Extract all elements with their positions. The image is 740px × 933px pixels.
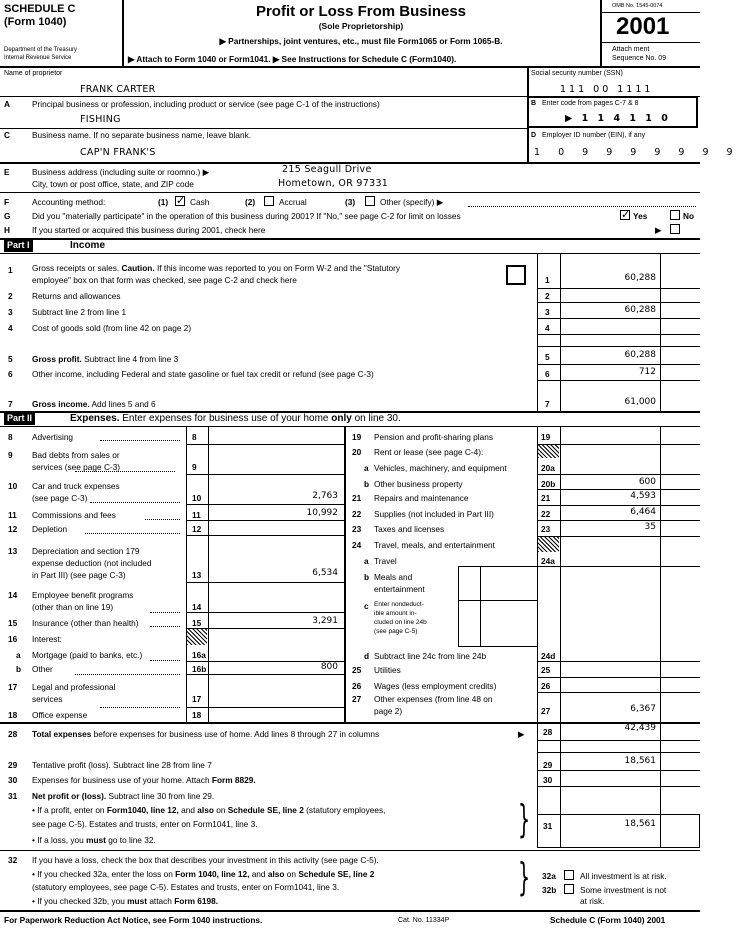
expense-amount-10[interactable]: 2,763 xyxy=(312,491,338,501)
irs-name: Internal Revenue Service xyxy=(4,55,72,61)
expense-line-number: 16 xyxy=(8,634,18,644)
expense-line-label: Other business property xyxy=(374,479,463,489)
line-28-number: 28 xyxy=(8,729,18,739)
expense-box-19: 19 xyxy=(541,432,551,442)
row-divider xyxy=(186,444,344,445)
row-divider xyxy=(186,628,344,629)
line-30-number: 30 xyxy=(8,775,18,785)
line-3-amount[interactable]: 60,288 xyxy=(624,305,656,315)
dot-leader xyxy=(150,626,180,627)
some-not-at-risk-label: Some investment is not xyxy=(580,885,667,895)
tax-year: 2001 xyxy=(616,13,670,40)
part-2-title-end: on line 30. xyxy=(354,413,401,424)
l32-b1c: and xyxy=(251,869,266,879)
proprietor-name[interactable]: FRANK CARTER xyxy=(80,84,156,95)
expense-line-number: 13 xyxy=(8,546,18,556)
yes-label: Yes xyxy=(633,211,648,221)
line-1-number: 1 xyxy=(8,265,13,275)
row-divider xyxy=(537,474,700,475)
row-divider xyxy=(537,661,700,662)
expense-line-label-2: page 2) xyxy=(374,706,403,716)
expense-line-label-2: services (see page C-3) xyxy=(32,462,121,472)
expense-box-24d: 24d xyxy=(541,651,556,661)
expense-line-label-4: (see page C-5) xyxy=(374,628,418,635)
form-title: Profit or Loss From Business xyxy=(255,3,467,20)
expense-line-label-3: in Part III) (see page C-3) xyxy=(32,570,126,580)
business-address[interactable]: 215 Seagull Drive xyxy=(282,164,372,175)
line-5-text xyxy=(32,355,178,363)
expense-box-14: 14 xyxy=(192,602,202,612)
expense-line-number: 25 xyxy=(352,665,362,675)
line-7-box: 7 xyxy=(545,399,550,409)
line-32a-label: 32a xyxy=(542,871,556,881)
dot-leader xyxy=(90,502,180,503)
row-divider xyxy=(537,505,700,506)
expense-line-label: Vehicles, machinery, and equipment xyxy=(374,463,507,473)
row-divider xyxy=(186,612,344,613)
row-divider xyxy=(186,674,344,675)
accrual-option-number: (2) xyxy=(245,197,256,207)
line-30-text xyxy=(32,776,256,784)
line-32-text: If you have a loss, check the box that describes your investment in this activity (see page C-5). xyxy=(32,855,379,865)
row-divider xyxy=(537,520,700,521)
dot-leader xyxy=(150,612,180,613)
row-divider xyxy=(186,474,344,475)
line-31-bullet-2 xyxy=(32,836,156,844)
expense-line-number: 14 xyxy=(8,590,18,600)
line-6-text: Other income, including Federal and state gasoline or fuel tax credit or refund (see page C-3) xyxy=(32,369,374,379)
row-divider xyxy=(186,582,344,583)
line-29-text: Tentative profit (loss). Subtract line 28 from line 7 xyxy=(32,760,212,770)
ssn-label: Social security number (SSN) xyxy=(531,70,623,77)
expense-line-label: Supplies (not included in Part III) xyxy=(374,509,494,519)
expense-amount-15[interactable]: 3,291 xyxy=(312,616,338,626)
l32-b2b: must xyxy=(127,896,147,906)
expense-line-number: b xyxy=(364,479,370,489)
line-28-bold: Total expenses xyxy=(32,729,92,739)
part-2-title xyxy=(70,414,401,424)
expense-line-label: Wages (less employment credits) xyxy=(374,681,497,691)
expense-line-label: Legal and professional xyxy=(32,682,116,692)
expense-line-label: Depletion xyxy=(32,524,68,534)
gross-income-amount[interactable]: 61,000 xyxy=(624,397,656,407)
line-7-label: Add lines 5 and 6 xyxy=(91,399,156,409)
accrual-checkbox[interactable] xyxy=(264,196,274,206)
footer-notice: For Paperwork Reduction Act Notice, see Form 1040 instructions. xyxy=(4,915,263,925)
line-3-box: 3 xyxy=(545,307,550,317)
expense-line-number: 18 xyxy=(8,710,18,720)
accrual-label: Accrual xyxy=(279,197,307,207)
expense-line-number: a xyxy=(16,650,21,660)
line-c-label: Business name. If no separate business name, leave blank. xyxy=(32,130,252,140)
line-4-box: 4 xyxy=(545,323,550,333)
expense-box-11: 11 xyxy=(192,510,201,520)
line-h-arrow: ▶ xyxy=(655,225,662,235)
expense-line-label: Bad debts from sales or xyxy=(32,450,120,460)
line-5-number: 5 xyxy=(8,354,13,364)
line-30-bold: Form 8829. xyxy=(211,775,256,785)
line-1-box: 1 xyxy=(545,275,550,285)
expense-box-24a: 24a xyxy=(541,556,555,566)
expense-line-number: 15 xyxy=(8,618,18,628)
tentative-profit-amount[interactable]: 18,561 xyxy=(624,756,656,766)
expense-box-8: 8 xyxy=(192,432,197,442)
cash-label: Cash xyxy=(190,197,210,207)
line-d-label: Employer ID number (EIN), if any xyxy=(542,132,646,139)
line-2-text: Returns and allowances xyxy=(32,291,121,301)
expense-line-label: Travel xyxy=(374,556,397,566)
line-7-text xyxy=(32,400,156,408)
line-a-letter: A xyxy=(4,99,10,109)
line-1-label: Gross receipts or sales. xyxy=(32,263,120,273)
expense-line-label: Meals and xyxy=(374,572,413,582)
l31-b2b: must xyxy=(86,835,106,845)
line-6-box: 6 xyxy=(545,369,550,379)
expense-line-label-2: services xyxy=(32,694,63,704)
part-2-title-only: only xyxy=(331,413,352,424)
dot-leader xyxy=(85,533,180,534)
expense-line-number: 17 xyxy=(8,682,18,692)
l31-b1c: and xyxy=(181,805,195,815)
row-divider xyxy=(186,504,344,505)
line-31-brace: } xyxy=(518,797,531,841)
line-30-box: 30 xyxy=(543,775,553,785)
line-29-box: 29 xyxy=(543,760,553,770)
expense-line-label: Subtract line 24c from line 24b xyxy=(374,651,487,661)
expense-amount-27[interactable]: 6,367 xyxy=(630,704,656,714)
dot-leader xyxy=(75,674,180,675)
expense-line-number: 10 xyxy=(8,481,18,491)
line-29-number: 29 xyxy=(8,760,18,770)
line-32-bullet-1 xyxy=(32,870,374,878)
some-not-at-risk-checkbox[interactable] xyxy=(564,884,574,894)
hatched-cell-20 xyxy=(538,444,559,458)
expense-line-label: Travel, meals, and entertainment xyxy=(374,540,495,550)
dot-leader xyxy=(145,519,180,520)
expense-box-18: 18 xyxy=(192,710,202,720)
row-divider xyxy=(537,677,700,678)
form-id: SCHEDULE C xyxy=(4,3,76,15)
expense-line-number: c xyxy=(364,601,369,611)
line-32-brace: } xyxy=(518,855,531,899)
l32-b2c: attach xyxy=(149,896,172,906)
expense-box-22: 22 xyxy=(541,509,551,519)
expense-line-number: 20 xyxy=(352,447,362,457)
line-1-text-2: employee" box on that form was checked, see page C-2 and check here xyxy=(32,275,297,285)
line-31-bullet-1 xyxy=(32,806,385,814)
expense-box-21: 21 xyxy=(541,493,551,503)
footer-form-id: Schedule C (Form 1040) 2001 xyxy=(550,915,666,925)
line-28-label: before expenses for business use of home. Add lines 8 through 27 in columns xyxy=(93,729,380,739)
line-28-text xyxy=(32,730,379,738)
l31-b1g: (statutory employees, xyxy=(306,805,386,815)
line-31-label: Subtract line 30 from line 29. xyxy=(108,791,215,801)
all-at-risk-label: All investment is at risk. xyxy=(580,871,667,881)
line-32-number: 32 xyxy=(8,855,18,865)
line-32-bullet-2 xyxy=(32,897,218,905)
line-31-text xyxy=(32,792,214,800)
catalog-number: Cat. No. 11334P xyxy=(398,917,450,924)
row-divider xyxy=(537,489,700,490)
expense-line-label: Insurance (other than health) xyxy=(32,618,139,628)
line-c-letter: C xyxy=(4,130,10,140)
expense-line-label: Mortgage (paid to banks, etc.) xyxy=(32,650,143,660)
line-7-number: 7 xyxy=(8,399,13,409)
expense-line-label-2: (other than on line 19) xyxy=(32,602,114,612)
part-2-title-bold: Expenses. xyxy=(70,413,120,424)
line-5-bold: Gross profit. xyxy=(32,354,82,364)
expense-line-number: a xyxy=(364,463,369,473)
expense-box-15: 15 xyxy=(192,618,202,628)
gross-receipts-amount[interactable]: 60,288 xyxy=(624,273,656,283)
expense-amount-22[interactable]: 6,464 xyxy=(630,507,656,517)
expense-line-label: Repairs and maintenance xyxy=(374,493,469,503)
expense-line-label-2: ible amount in- xyxy=(374,610,417,617)
sequence-number: Sequence No. 09 xyxy=(612,55,667,62)
part-2-title-text: Enter expenses for business use of your home xyxy=(122,413,329,424)
omb-number: OMB No. 1545-0074 xyxy=(612,3,663,9)
expense-line-number: 24 xyxy=(352,540,362,550)
line-2-number: 2 xyxy=(8,291,13,301)
business-city[interactable]: Hometown, OR 97331 xyxy=(278,178,389,189)
expense-amount-13[interactable]: 6,534 xyxy=(312,568,338,578)
expense-line-number: b xyxy=(16,664,22,674)
expense-line-label: Other expenses (from line 48 on xyxy=(374,694,493,704)
dot-leader xyxy=(100,440,180,441)
part-1-label: Part I xyxy=(4,240,33,252)
started-business-label: If you started or acquired this business during 2001, check here xyxy=(32,225,266,235)
hatched-cell-16 xyxy=(187,628,207,645)
expense-line-label: Office expense xyxy=(32,710,88,720)
expense-line-number: 22 xyxy=(352,509,362,519)
expense-line-label: Depreciation and section 179 xyxy=(32,546,140,556)
expense-line-label: Enter nondeduct- xyxy=(374,601,424,608)
accounting-label: Accounting method: xyxy=(32,197,106,207)
line-31-bullet-1b: see page C-5). Estates and trusts, enter on Form1041, line 3. xyxy=(32,819,258,829)
expense-line-label: Utilities xyxy=(374,665,401,675)
line-30-label: Expenses for business use of your home. Attach xyxy=(32,775,210,785)
l32-b1d: also xyxy=(267,869,285,879)
l32-b1f: Schedule SE, line 2 xyxy=(298,869,375,879)
dept-name: Department of the Treasury xyxy=(4,47,78,53)
principal-business[interactable]: FISHING xyxy=(80,114,121,125)
expense-line-label-2: entertainment xyxy=(374,584,425,594)
l31-b1b: Form1040, line 12, xyxy=(106,805,179,815)
expense-box-26: 26 xyxy=(541,681,551,691)
expense-amount-16b[interactable]: 800 xyxy=(320,662,338,672)
participate-yes-checkbox[interactable] xyxy=(620,210,630,220)
dot-leader xyxy=(100,707,180,708)
participation-question: Did you "materially participate" in the operation of this business during 2001? If "No," see page C-2 for limit on losses xyxy=(32,211,461,221)
line-e-letter: E xyxy=(4,167,10,177)
l31-b1a: • If a profit, enter on xyxy=(32,805,105,815)
row-divider xyxy=(186,520,344,521)
l31-b1f: Schedule SE, line 2 xyxy=(227,805,304,815)
expense-line-label-2: expense deduction (not included xyxy=(32,558,152,568)
expense-box-10: 10 xyxy=(192,493,202,503)
expense-box-17: 17 xyxy=(192,694,202,704)
expense-box-16b: 16b xyxy=(192,664,207,674)
line-3-number: 3 xyxy=(8,307,13,317)
line-b-letter: B xyxy=(531,100,537,107)
row-divider xyxy=(186,707,344,708)
line-1-text xyxy=(32,264,400,272)
expense-line-label-2: (see page C-3) xyxy=(32,493,88,503)
l31-b2c: go to line 32. xyxy=(108,835,156,845)
other-method-label: Other (specify) ▶ xyxy=(380,197,444,207)
expense-line-number: d xyxy=(364,651,370,661)
hatched-cell-24 xyxy=(538,536,559,552)
expense-line-label: Rent or lease (see page C-4): xyxy=(374,447,484,457)
line-f-letter: F xyxy=(4,197,10,207)
l31-b2a: • If a loss, you xyxy=(32,835,84,845)
cash-option-number: (1) xyxy=(158,197,169,207)
line-h-letter: H xyxy=(4,225,10,235)
other-income-amount[interactable]: 712 xyxy=(638,367,656,377)
l32-b2d: Form 6198. xyxy=(174,896,219,906)
expense-line-number: 9 xyxy=(8,450,13,460)
total-expenses-amount[interactable]: 42,439 xyxy=(624,723,656,733)
line-a-label: Principal business or profession, including product or service (see page C-1 of the instructions) xyxy=(32,99,380,109)
expense-box-16a: 16a xyxy=(192,650,206,660)
expense-line-label: Commissions and fees xyxy=(32,510,116,520)
line-b-label: Enter code from pages C-7 & 8 xyxy=(542,100,639,107)
line-28-box: 28 xyxy=(543,727,553,737)
dot-leader xyxy=(75,471,175,472)
all-at-risk-checkbox[interactable] xyxy=(564,870,574,880)
city-label: City, town or post office, state, and ZIP code xyxy=(32,179,194,189)
ssn-value[interactable]: 111 00 1111 xyxy=(560,84,654,95)
header-instruction-1: ▶ Partnerships, joint ventures, etc., must file Form1065 or Form 1065-B. xyxy=(219,36,503,46)
expense-line-number: 12 xyxy=(8,524,18,534)
expense-line-label-3: cluded on line 24b xyxy=(374,619,427,626)
line-4-number: 4 xyxy=(8,323,13,333)
expense-line-number: 26 xyxy=(352,681,362,691)
net-profit-amount[interactable]: 18,561 xyxy=(624,819,656,829)
expense-amount-23[interactable]: 35 xyxy=(644,522,656,532)
other-option-number: (3) xyxy=(345,197,356,207)
expense-line-label: Employee benefit programs xyxy=(32,590,134,600)
line-6-number: 6 xyxy=(8,369,13,379)
line-31-box: 31 xyxy=(543,821,553,831)
line-32-bullet-1b: (statutory employees, see page C-5). Estates and trusts, enter on Form1041, line 3. xyxy=(32,882,340,892)
statutory-employee-checkbox[interactable] xyxy=(506,265,526,285)
some-not-at-risk-label-2: at risk. xyxy=(580,896,605,906)
line-31-number: 31 xyxy=(8,791,18,801)
expense-line-label: Pension and profit-sharing plans xyxy=(374,432,493,442)
expense-line-number: 8 xyxy=(8,432,13,442)
expense-line-label: Other xyxy=(32,664,53,674)
no-label: No xyxy=(683,211,695,221)
line-28-arrow: ▶ xyxy=(518,729,525,739)
line-2-box: 2 xyxy=(545,291,550,301)
l32-b1b: Form 1040, line 12, xyxy=(175,869,250,879)
expense-line-number: 23 xyxy=(352,524,362,534)
expense-amount-21[interactable]: 4,593 xyxy=(630,491,656,501)
expense-box-27: 27 xyxy=(541,706,551,716)
expense-line-label: Interest: xyxy=(32,634,62,644)
form-parent: (Form 1040) xyxy=(4,16,67,28)
employer-id[interactable]: 1 0 9 9 9 9 9 9 9 xyxy=(534,147,740,158)
address-label: Business address (including suite or roomno.) ▶ xyxy=(32,167,210,177)
line-1-caution-text: If this income was reported to you on Form W-2 and the "Statutory xyxy=(156,263,401,273)
proprietor-label: Name of proprietor xyxy=(4,70,63,77)
l32-b1a: • If you checked 32a, enter the loss on xyxy=(32,869,173,879)
row-divider xyxy=(537,566,700,567)
expense-box-23: 23 xyxy=(541,524,551,534)
participate-no-checkbox[interactable] xyxy=(670,210,680,220)
l31-b1e: on xyxy=(216,805,226,815)
other-method-checkbox[interactable] xyxy=(365,196,375,206)
header-instruction-2: ▶ Attach to Form 1040 or Form1041. ▶ See Instructions for Schedule C (Form1040). xyxy=(128,54,457,64)
expense-box-25: 25 xyxy=(541,665,551,675)
expense-box-13: 13 xyxy=(192,570,202,580)
expense-line-number: 11 xyxy=(8,510,17,520)
part-2-label: Part II xyxy=(4,413,35,425)
expense-amount-20b[interactable]: 600 xyxy=(638,477,656,487)
dot-leader xyxy=(150,660,180,661)
expense-line-label: Taxes and licenses xyxy=(374,524,445,534)
row-divider xyxy=(537,692,700,693)
line-d-letter: D xyxy=(531,132,537,139)
l32-b2a: • If you checked 32b, you xyxy=(32,896,125,906)
gross-profit-amount[interactable]: 60,288 xyxy=(624,350,656,360)
started-business-checkbox[interactable] xyxy=(670,224,680,234)
line-4-text: Cost of goods sold (from line 42 on page 2) xyxy=(32,323,192,333)
expense-line-number: 21 xyxy=(352,493,362,503)
row-divider xyxy=(537,444,700,445)
expense-line-number: 27 xyxy=(352,694,362,704)
attachment-label: Attach ment xyxy=(612,46,650,53)
line-5-box: 5 xyxy=(545,352,550,362)
line-31-bold: Net profit or (loss). xyxy=(32,791,107,801)
line-32b-label: 32b xyxy=(542,885,557,895)
line-7-bold: Gross income. xyxy=(32,399,90,409)
line-3-text: Subtract line 2 from line 1 xyxy=(32,307,127,317)
business-name[interactable]: CAP'N FRANK'S xyxy=(80,147,156,158)
expense-box-20b: 20b xyxy=(541,479,556,489)
expense-line-number: b xyxy=(364,572,370,582)
expense-line-label: Car and truck expenses xyxy=(32,481,120,491)
expense-amount-11[interactable]: 10,992 xyxy=(306,508,338,518)
l32-b1e: on xyxy=(286,869,296,879)
expense-box-9: 9 xyxy=(192,462,197,472)
line-g-letter: G xyxy=(4,211,11,221)
expense-line-label: Advertising xyxy=(32,432,74,442)
part-1-title: Income xyxy=(70,240,106,251)
l31-b1d: also xyxy=(197,805,214,815)
row-divider xyxy=(186,535,344,536)
row-divider xyxy=(537,536,700,537)
line-5-label: Subtract line 4 from line 3 xyxy=(84,354,179,364)
business-code[interactable]: ▶ 1 1 4 1 1 0 xyxy=(565,113,671,124)
form-subtitle: (Sole Proprietorship) xyxy=(318,21,404,31)
expense-line-number: 19 xyxy=(352,432,362,442)
expense-box-20a: 20a xyxy=(541,463,555,473)
expense-line-number: a xyxy=(364,556,369,566)
expense-box-12: 12 xyxy=(192,524,202,534)
line-1-caution: Caution. xyxy=(121,263,155,273)
cash-checkbox[interactable] xyxy=(175,196,185,206)
